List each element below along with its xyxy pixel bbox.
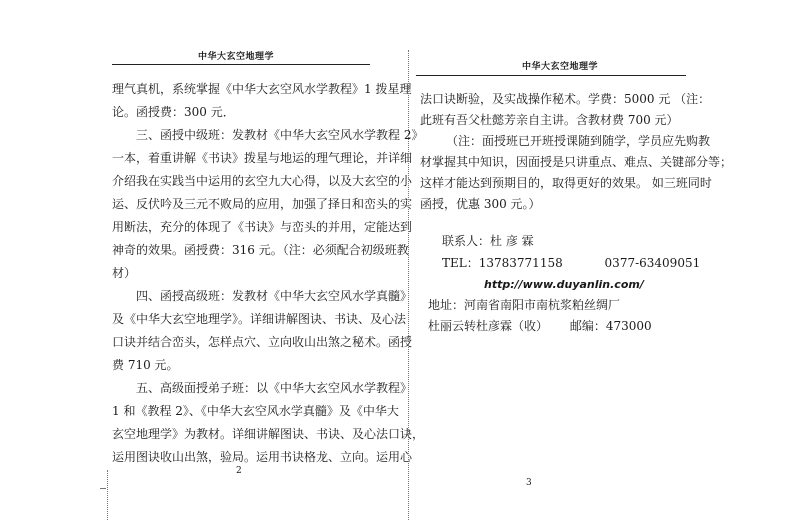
address-line-1: 地址：河南省南阳市南杭浆粕丝绸厂 bbox=[428, 298, 621, 312]
body-line: 玄空地理学》为教材。详细讲解图诀、书诀、及心法口诀， bbox=[112, 427, 425, 441]
body-line: 这样才能达到预期目的，取得更好的效果。 如三班同时 bbox=[420, 176, 712, 190]
right-header-rule bbox=[416, 75, 686, 76]
body-line: 四、函授高级班：发教材《中华大玄空风水学真髓》 bbox=[136, 289, 413, 303]
tel-mobile: 13783771158 bbox=[478, 256, 563, 270]
address-line-2 bbox=[428, 319, 652, 333]
body-line: 材掌握其中知识，因面授是只讲重点、难点、关键部分等； bbox=[420, 155, 733, 169]
body-line: 此班有吾父杜懿芳亲自主讲。含教材费 700 元） bbox=[420, 113, 679, 127]
body-line: 神奇的效果。函授费：316 元。（注：必须配合初级班教 bbox=[112, 243, 409, 257]
body-line: 理气真机，系统掌握《中华大玄空风水学教程》1 拨星理 bbox=[112, 82, 412, 96]
right-page-number: 3 bbox=[526, 478, 532, 488]
body-line: 函授，优惠 300 元。） bbox=[420, 197, 541, 211]
left-header-rule bbox=[112, 64, 370, 65]
left-scan-mark bbox=[100, 488, 106, 489]
body-line: 用断法，充分的体现了《书诀》与峦头的并用，定能达到 bbox=[112, 220, 413, 234]
left-page-header: 中华大玄空地理学 bbox=[198, 52, 275, 62]
body-line: （注：面授班已开班授课随到随学，学员应先购教 bbox=[446, 134, 711, 148]
right-page-header: 中华大玄空地理学 bbox=[522, 62, 599, 72]
website-url: http://www.duyanlin.com/ bbox=[484, 278, 644, 291]
body-line: 费 710 元。 bbox=[112, 358, 179, 372]
body-line: 1 和《教程 2》、《中华大玄空风水学真髓》及《中华大 bbox=[112, 404, 399, 418]
body-line: 论。函授费：300 元． bbox=[112, 105, 235, 119]
left-page-number: 2 bbox=[236, 466, 242, 476]
tel-landline: 0377-63409051 bbox=[604, 256, 701, 270]
address-recipient: 杜丽云转杜彦霖（收） bbox=[428, 319, 549, 333]
body-line: 一本，着重讲解《书诀》拨星与地运的理气理论，并详细 bbox=[112, 151, 413, 165]
body-line: 法口诀断验，及实战操作秘术。学费：5000 元 （注： bbox=[420, 92, 711, 106]
right-scan-edge bbox=[408, 50, 409, 520]
body-line: 介绍我在实践当中运用的玄空九大心得，以及大玄空的小 bbox=[112, 174, 413, 188]
body-line: 五、高级面授弟子班：以《中华大玄空风水学教程》 bbox=[136, 381, 413, 395]
tel-line bbox=[442, 256, 700, 270]
body-line: 运用图诀收山出煞，验局。运用书诀格龙、立向。运用心 bbox=[112, 450, 413, 464]
tel-label: TEL： bbox=[442, 256, 479, 270]
postcode: 邮编：473000 bbox=[569, 319, 652, 333]
left-scan-edge bbox=[107, 470, 108, 520]
body-line: 三、函授中级班：发教材《中华大玄空风水学教程 2》 bbox=[136, 128, 424, 142]
body-line: 材） bbox=[112, 266, 137, 280]
body-line: 及《中华大玄空地理学》。详细讲解图诀、书诀、及心法 bbox=[112, 312, 407, 326]
body-line: 运、反伏吟及三元不败局的应用，加强了择日和峦头的实 bbox=[112, 197, 413, 211]
right-page bbox=[400, 0, 793, 524]
contact-person: 联系人：杜 彦 霖 bbox=[442, 234, 534, 248]
body-line: 口诀并结合峦头，怎样点穴、立向收山出煞之秘术。函授 bbox=[112, 335, 413, 349]
